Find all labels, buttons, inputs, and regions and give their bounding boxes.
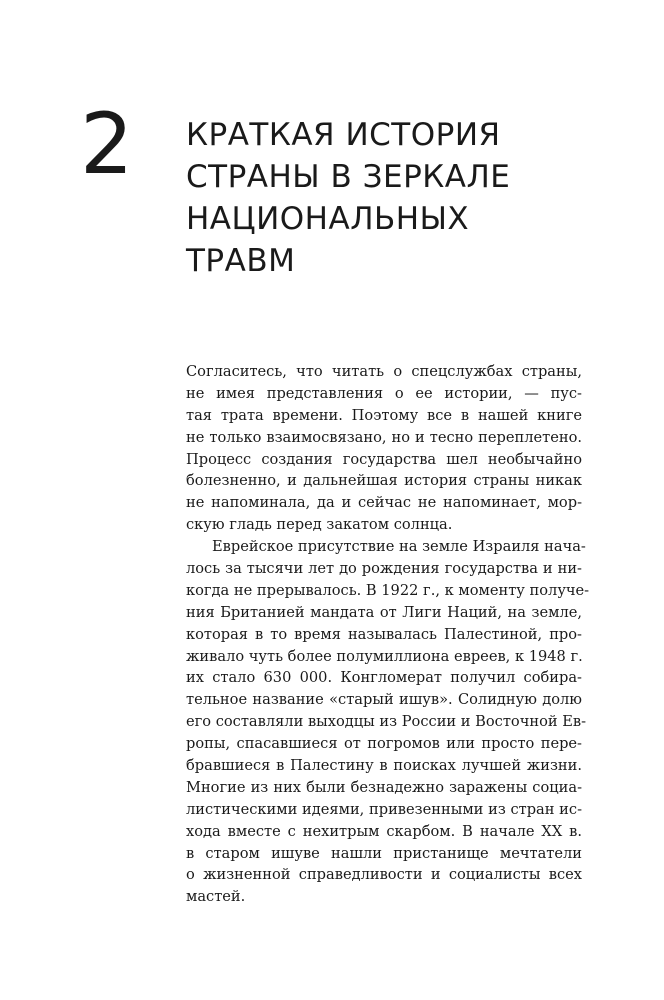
text-line: Процесс создания государства шел необычайно [186,450,582,468]
text-line: хода вместе с нехитрым скарбом. В начале XX в. [186,822,582,840]
text-line: болезненно, и дальнейшая история страны никак [186,472,582,490]
chapter-title-line: ТРАВМ [186,243,296,279]
text-line: ния Британией мандата от Лиги Наций, на земле, [186,603,582,621]
text-line: не только взаимосвязано, но и тесно переплетено. [186,428,582,446]
paragraph-2 [186,536,590,908]
chapter-number: 2 [80,95,134,193]
paragraph-1 [186,361,582,536]
text-line: тая трата времени. Поэтому все в нашей книге [186,406,582,424]
text-line: его составляли выходцы из России и Восточной Ев- [186,713,587,731]
text-line: Еврейское присутствие на земле Израиля нача- [212,538,586,556]
text-line: лось за тысячи лет до рождения государства и ни- [186,560,582,578]
text-line: бравшиеся в Палестину в поисках лучшей жизни. [186,757,582,775]
text-line: мастей. [186,888,246,906]
text-line: скую гладь перед закатом солнца. [186,516,453,534]
chapter-title-line: НАЦИОНАЛЬНЫХ [186,201,470,237]
text-line: листическими идеями, привезенными из стран ис- [186,800,582,818]
body-text [186,361,590,908]
text-line: ропы, спасавшиеся от погромов или просто пере- [186,735,582,753]
text-line: Многие из них были безнадежно заражены социа- [186,778,582,796]
chapter-title-line: СТРАНЫ В ЗЕРКАЛЕ [186,159,511,195]
text-line: в старом ишуве нашли пристанище мечтатели [186,844,582,862]
text-line: Согласитесь, что читать о спецслужбах страны, [186,363,582,380]
text-line: не имея представления о ее истории, — пус- [186,384,582,402]
text-line: живало чуть более полумиллиона евреев, к 1948 г. [186,647,583,665]
chapter-title-line: КРАТКАЯ ИСТОРИЯ [186,117,501,153]
text-line: о жизненной справедливости и социалисты всех [186,866,582,884]
text-line: не напоминала, да и сейчас не напоминает, мор- [186,494,582,512]
text-line: когда не прерывалось. В 1922 г., к моменту получе- [186,581,590,599]
chapter-title [186,114,586,282]
text-line: которая в то время называлась Палестиной, про- [186,625,582,643]
text-line: тельное название «старый ишув». Солидную долю [186,691,582,709]
text-line: их стало 630 000. Конгломерат получил собира- [186,669,582,687]
